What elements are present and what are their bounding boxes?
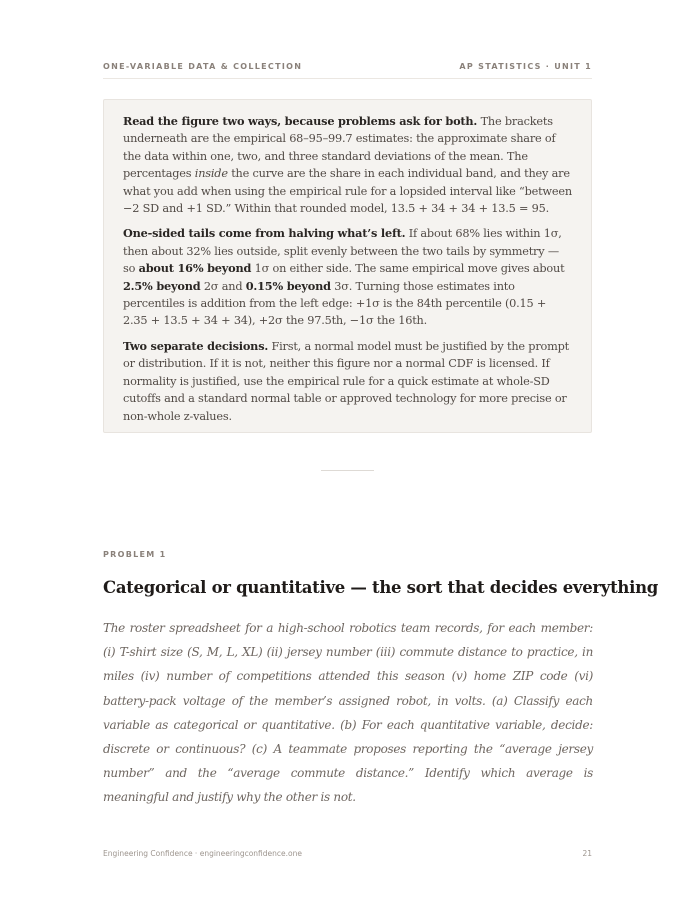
callout-paragraph-3 <box>123 338 572 425</box>
callout-text: 2σ and <box>200 279 246 293</box>
callout-text: The brackets underneath are the empirical 68–95–99.7 estimates: the approximate share of the data within one, two, and three standard deviations of the mean. The percentages <box>123 115 556 181</box>
running-header <box>103 62 592 79</box>
section-divider <box>321 470 374 471</box>
callout-paragraph-2 <box>123 225 572 329</box>
callout-paragraph-1 <box>123 113 572 217</box>
callout-paragraph-1-lead: Read the figure two ways, because problems ask for both. <box>123 114 478 128</box>
header-section-title: ONE-VARIABLE DATA & COLLECTION <box>103 62 303 71</box>
callout-text: 1σ on either side. The same empirical move gives about <box>251 262 565 276</box>
problem-title: Categorical or quantitative — the sort that decides everything <box>103 578 659 597</box>
header-course-title: AP STATISTICS · UNIT 1 <box>459 62 592 71</box>
callout-box <box>103 99 592 433</box>
callout-text: 3σ. Turning those estimates into percentiles is addition from the left edge: +1σ is the 84th percentile (0.15 + 2.35 + 13.5 + 34 + 34), +2σ the 97.5th, −1σ the 16th. <box>123 279 547 328</box>
callout-emphasis: inside <box>194 167 228 181</box>
callout-bold: about 16% beyond <box>138 261 252 276</box>
callout-text: If about 68% lies within 1σ, then about 32% lies outside, split evenly between the two tails by symmetry — so <box>123 227 562 276</box>
callout-text: the curve are the share in each individual band, and they are what you add when using the empirical rule for a lopsided interval like “between −2 SD and +1 SD.” Within that rounded model, 13.5 + 34 + 34 + 13.5 = 95. <box>123 167 572 216</box>
page-number: 21 <box>582 849 592 858</box>
callout-text: First, a normal model must be justified by the prompt or distribution. If it is not, neither this figure nor a normal CDF is licensed. If normality is justified, use the empirical rule for a quick estimate at whole-SD cutoffs and a standard normal table or approved technology for more precise or non-whole z-values. <box>123 339 570 423</box>
footer-site: Engineering Confidence · engineeringconfidence.one <box>103 849 302 858</box>
page-footer <box>103 849 592 858</box>
problem-label: PROBLEM 1 <box>103 550 167 559</box>
callout-bold: 2.5% beyond <box>123 278 201 293</box>
callout-paragraph-2-lead: One-sided tails come from halving what’s left. <box>123 226 406 241</box>
callout-paragraph-3-lead: Two separate decisions. <box>123 338 269 353</box>
callout-bold: 0.15% beyond <box>245 278 331 293</box>
problem-body: The roster spreadsheet for a high-school robotics team records, for each member: (i) T-shirt size (S, M, L, XL) (ii) jersey number (iii) commute distance to practice, in miles (iv) number of competitions attended this season (v) home ZIP code (vi) battery-pack voltage of the member’s assigned robot, in volts. (a) Classify each variable as categorical or quantitative. (b) For each quantitative variable, decide: discrete or continuous? (c) A teammate proposes reporting the “average jersey number” and the “average commute distance.” Identify which average is meaningful and justify why the other is not. <box>103 621 593 805</box>
